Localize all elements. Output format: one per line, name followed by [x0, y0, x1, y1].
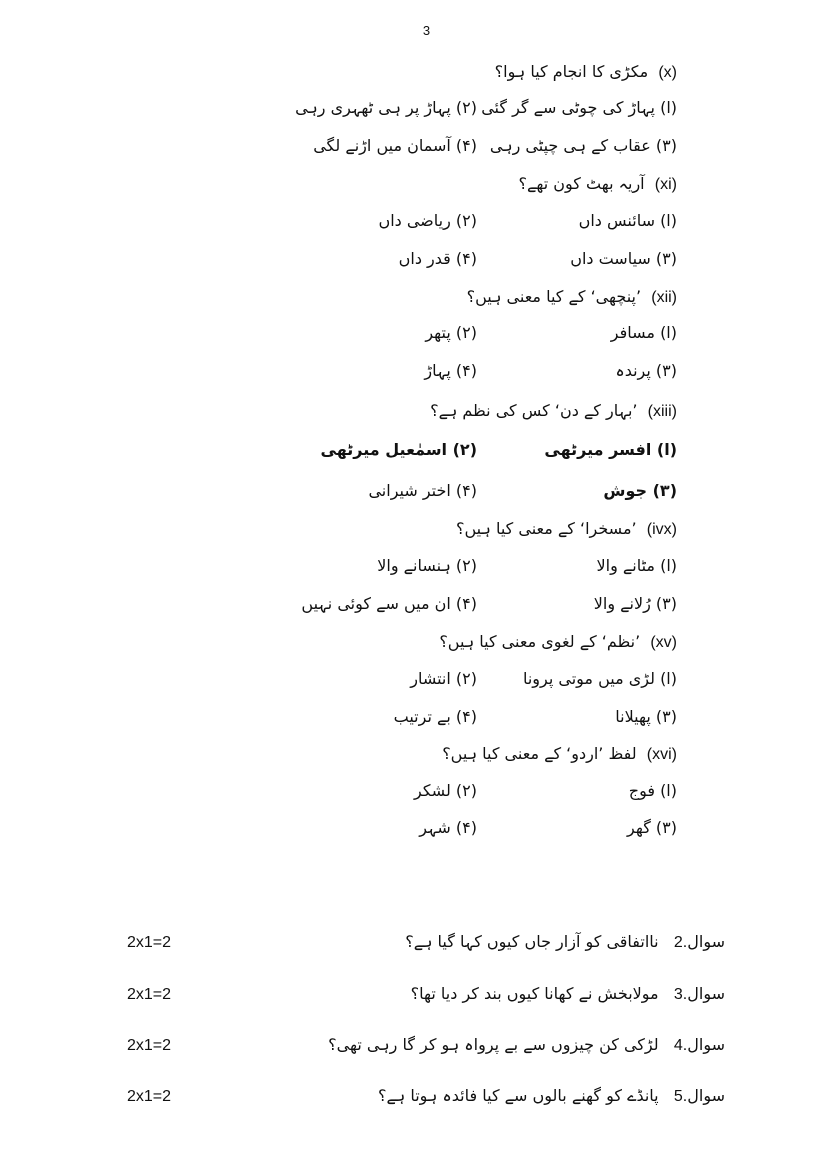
question-text: پانڈے کو گھنے بالوں سے کیا فائدہ ہوتا ہے؟ — [378, 1086, 659, 1105]
option-2: (۲) اسمٰعیل میرٹھی — [320, 440, 477, 459]
question-label: سوال — [687, 984, 725, 1003]
question-text: نااتفاقی کو آزار جاں کیوں کہا گیا ہے؟ — [405, 932, 659, 951]
question-xii — [467, 287, 677, 307]
question-xv — [439, 632, 677, 652]
question-xiii — [430, 401, 677, 421]
option-1: (ا) مٹانے والا — [596, 556, 677, 575]
question-number: (x) — [658, 64, 677, 81]
question-label: سوال — [687, 1086, 725, 1105]
option-1: (ا) فوج — [628, 781, 677, 800]
question-text: لفظ ’اردو‘ کے معنی کیا ہیں؟ — [442, 744, 637, 763]
short-question-5 — [378, 1086, 725, 1106]
question-number: .2 — [673, 934, 688, 951]
question-text: ’نظم‘ کے لغوی معنی کیا ہیں؟ — [439, 632, 641, 651]
question-xi — [518, 174, 677, 194]
option-1: (ا) لڑی میں موتی پرونا — [522, 669, 677, 688]
question-label: سوال — [687, 1035, 725, 1054]
question-number: (xi) — [654, 176, 677, 193]
marks: 2x1=2 — [127, 986, 172, 1003]
option-4: (۴) ان میں سے کوئی نہیں — [301, 594, 477, 613]
short-question-2 — [405, 932, 725, 952]
question-number: (xvi) — [646, 746, 677, 763]
question-xvi — [442, 744, 677, 764]
option-3: (۳) رُلانے والا — [593, 594, 677, 613]
option-1: (ا) افسر میرٹھی — [544, 440, 677, 459]
option-1: (ا) مسافر — [610, 323, 677, 342]
page-number: 3 — [422, 23, 431, 38]
option-1: (ا) سائنس داں — [578, 211, 677, 230]
marks: 2x1=2 — [127, 934, 172, 951]
question-number: .4 — [673, 1037, 688, 1054]
question-text: مولابخش نے کھانا کیوں بند کر دیا تھا؟ — [410, 984, 659, 1003]
marks: 2x1=2 — [127, 1088, 172, 1105]
option-4: (۴) شہر — [419, 818, 477, 837]
option-3: (۳) پرندہ — [615, 361, 677, 380]
question-text: آریہ بھٹ کون تھے؟ — [518, 174, 645, 193]
option-4: (۴) قدر داں — [398, 249, 477, 268]
option-3: (۳) عقاب کے ہی چپٹی رہی — [489, 136, 677, 155]
question-number: .3 — [673, 986, 688, 1003]
option-4: (۴) آسمان میں اڑنے لگی — [313, 136, 477, 155]
question-number: (xii) — [651, 289, 677, 306]
marks: 2x1=2 — [127, 1037, 172, 1054]
option-2: (۲) لشکر — [414, 781, 477, 800]
option-4: (۴) بے ترتیب — [393, 707, 477, 726]
question-number: (xiii) — [647, 403, 677, 420]
question-text: مکڑی کا انجام کیا ہوا؟ — [494, 62, 649, 81]
question-number: (ivx) — [646, 521, 677, 538]
short-question-3 — [411, 984, 725, 1004]
option-2: (۲) ہنسانے والا — [377, 556, 477, 575]
option-2: (۲) انتشار — [410, 669, 477, 688]
question-text: ’پنچھی‘ کے کیا معنی ہیں؟ — [466, 287, 642, 306]
question-x — [495, 62, 677, 82]
short-question-4 — [328, 1035, 725, 1055]
question-label: سوال — [687, 932, 725, 951]
question-ivx — [456, 519, 677, 539]
option-2: (۲) ریاضی داں — [378, 211, 477, 230]
question-number: (xv) — [650, 634, 677, 651]
option-3: (۳) گھر — [627, 818, 677, 837]
option-1: (ا) پہاڑ کی چوٹی سے گر گئی — [481, 98, 677, 117]
option-4: (۴) اختر شیرانی — [368, 481, 477, 500]
option-3: (۳) پھیلانا — [615, 707, 677, 726]
question-text: ’بہار کے دن‘ کس کی نظم ہے؟ — [430, 401, 638, 420]
question-text: لڑکی کن چیزوں سے بے پرواہ ہو کر گا رہی تھی؟ — [328, 1035, 659, 1054]
option-2: (۲) پتھر — [425, 323, 477, 342]
option-3: (۳) سیاست داں — [570, 249, 677, 268]
option-3: (۳) جوش — [603, 481, 677, 500]
option-4: (۴) پہاڑ — [424, 361, 477, 380]
question-text: ’مسخرا‘ کے معنی کیا ہیں؟ — [456, 519, 637, 538]
option-2: (۲) پہاڑ پر ہی ٹھہری رہی — [295, 98, 477, 117]
question-number: .5 — [673, 1088, 688, 1105]
